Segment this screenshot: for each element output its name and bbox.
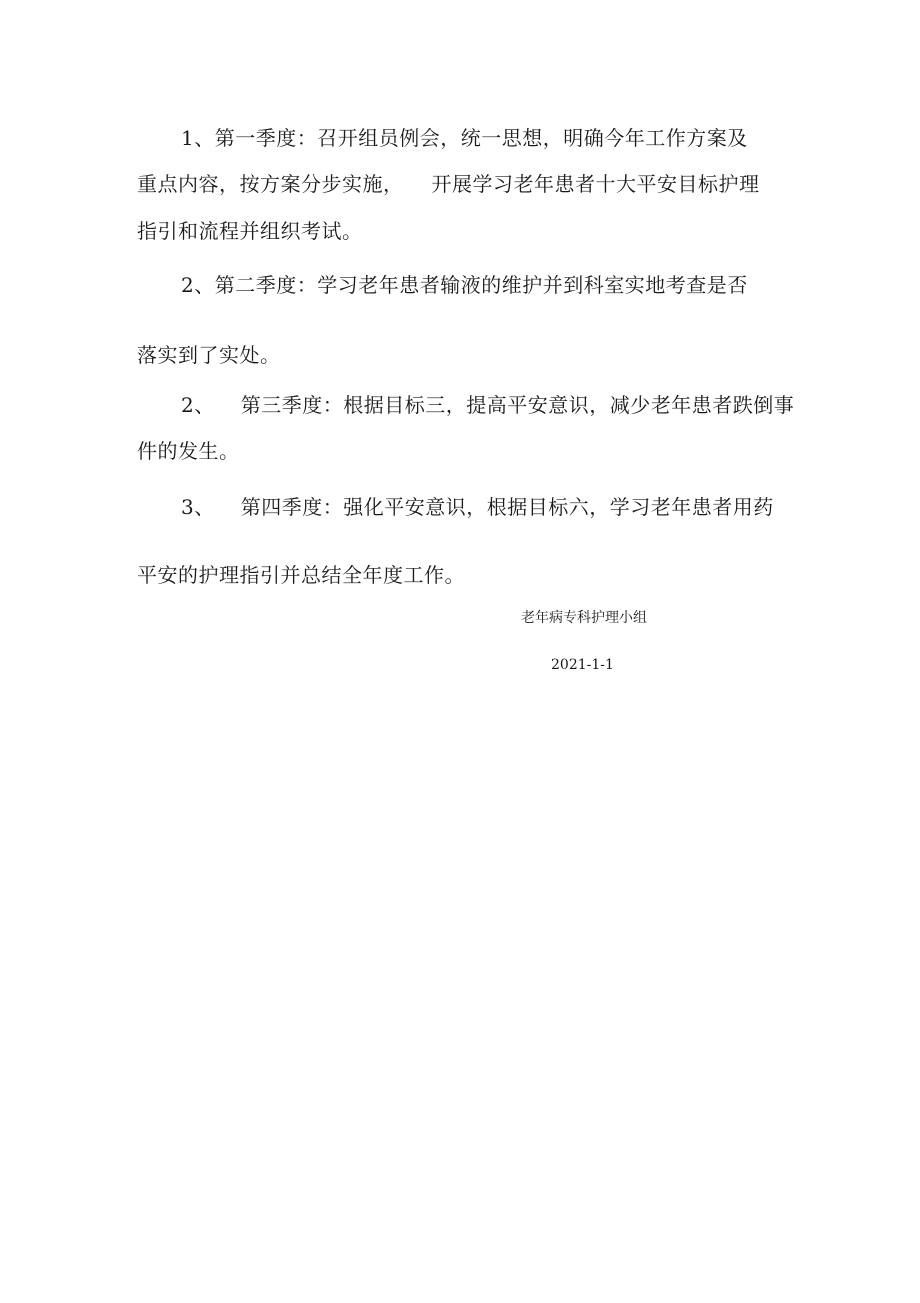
item-1-text-1: 第一季度：召开组员例会，统一思想，明确今年工作方案及 <box>214 126 748 150</box>
item-4-text-1: 第四季度：强化平安意识，根据目标六，学习老年患者用药 <box>240 495 774 519</box>
item-3-number: 2、 <box>181 393 215 417</box>
item-3-line-2 <box>137 439 240 463</box>
item-4-text-2: 平安的护理指引并总结全年度工作。 <box>137 563 465 587</box>
item-1-number: 1、 <box>181 126 215 150</box>
item-1-text-2a: 重点内容，按方案分步实施， <box>137 172 404 196</box>
item-3-line-1 <box>181 393 794 417</box>
item-2-line-1 <box>181 273 748 297</box>
item-1-line-1 <box>181 126 748 150</box>
item-2-number: 2、 <box>181 273 215 297</box>
item-1-text-2b: 开展学习老年患者十大平安目标护理 <box>431 172 760 196</box>
item-3-text-2: 件的发生。 <box>137 439 240 463</box>
item-4-number: 3、 <box>181 495 215 519</box>
item-1-line-3 <box>137 219 363 243</box>
item-3-text-1: 第三季度：根据目标三，提高平安意识，减少老年患者跌倒事 <box>240 393 795 417</box>
item-4-line-2 <box>137 563 465 587</box>
item-2-line-2 <box>137 343 281 367</box>
signature-group: 老年病专科护理小组 <box>521 610 647 626</box>
signature-date: 2021-1-1 <box>551 657 614 673</box>
item-2-text-2: 落实到了实处。 <box>137 343 281 367</box>
item-4-line-1 <box>181 495 774 519</box>
item-1-text-3: 指引和流程并组织考试。 <box>137 219 363 243</box>
item-2-text-1: 第二季度：学习老年患者输液的维护并到科室实地考查是否 <box>214 273 748 297</box>
item-1-line-2 <box>137 172 760 196</box>
